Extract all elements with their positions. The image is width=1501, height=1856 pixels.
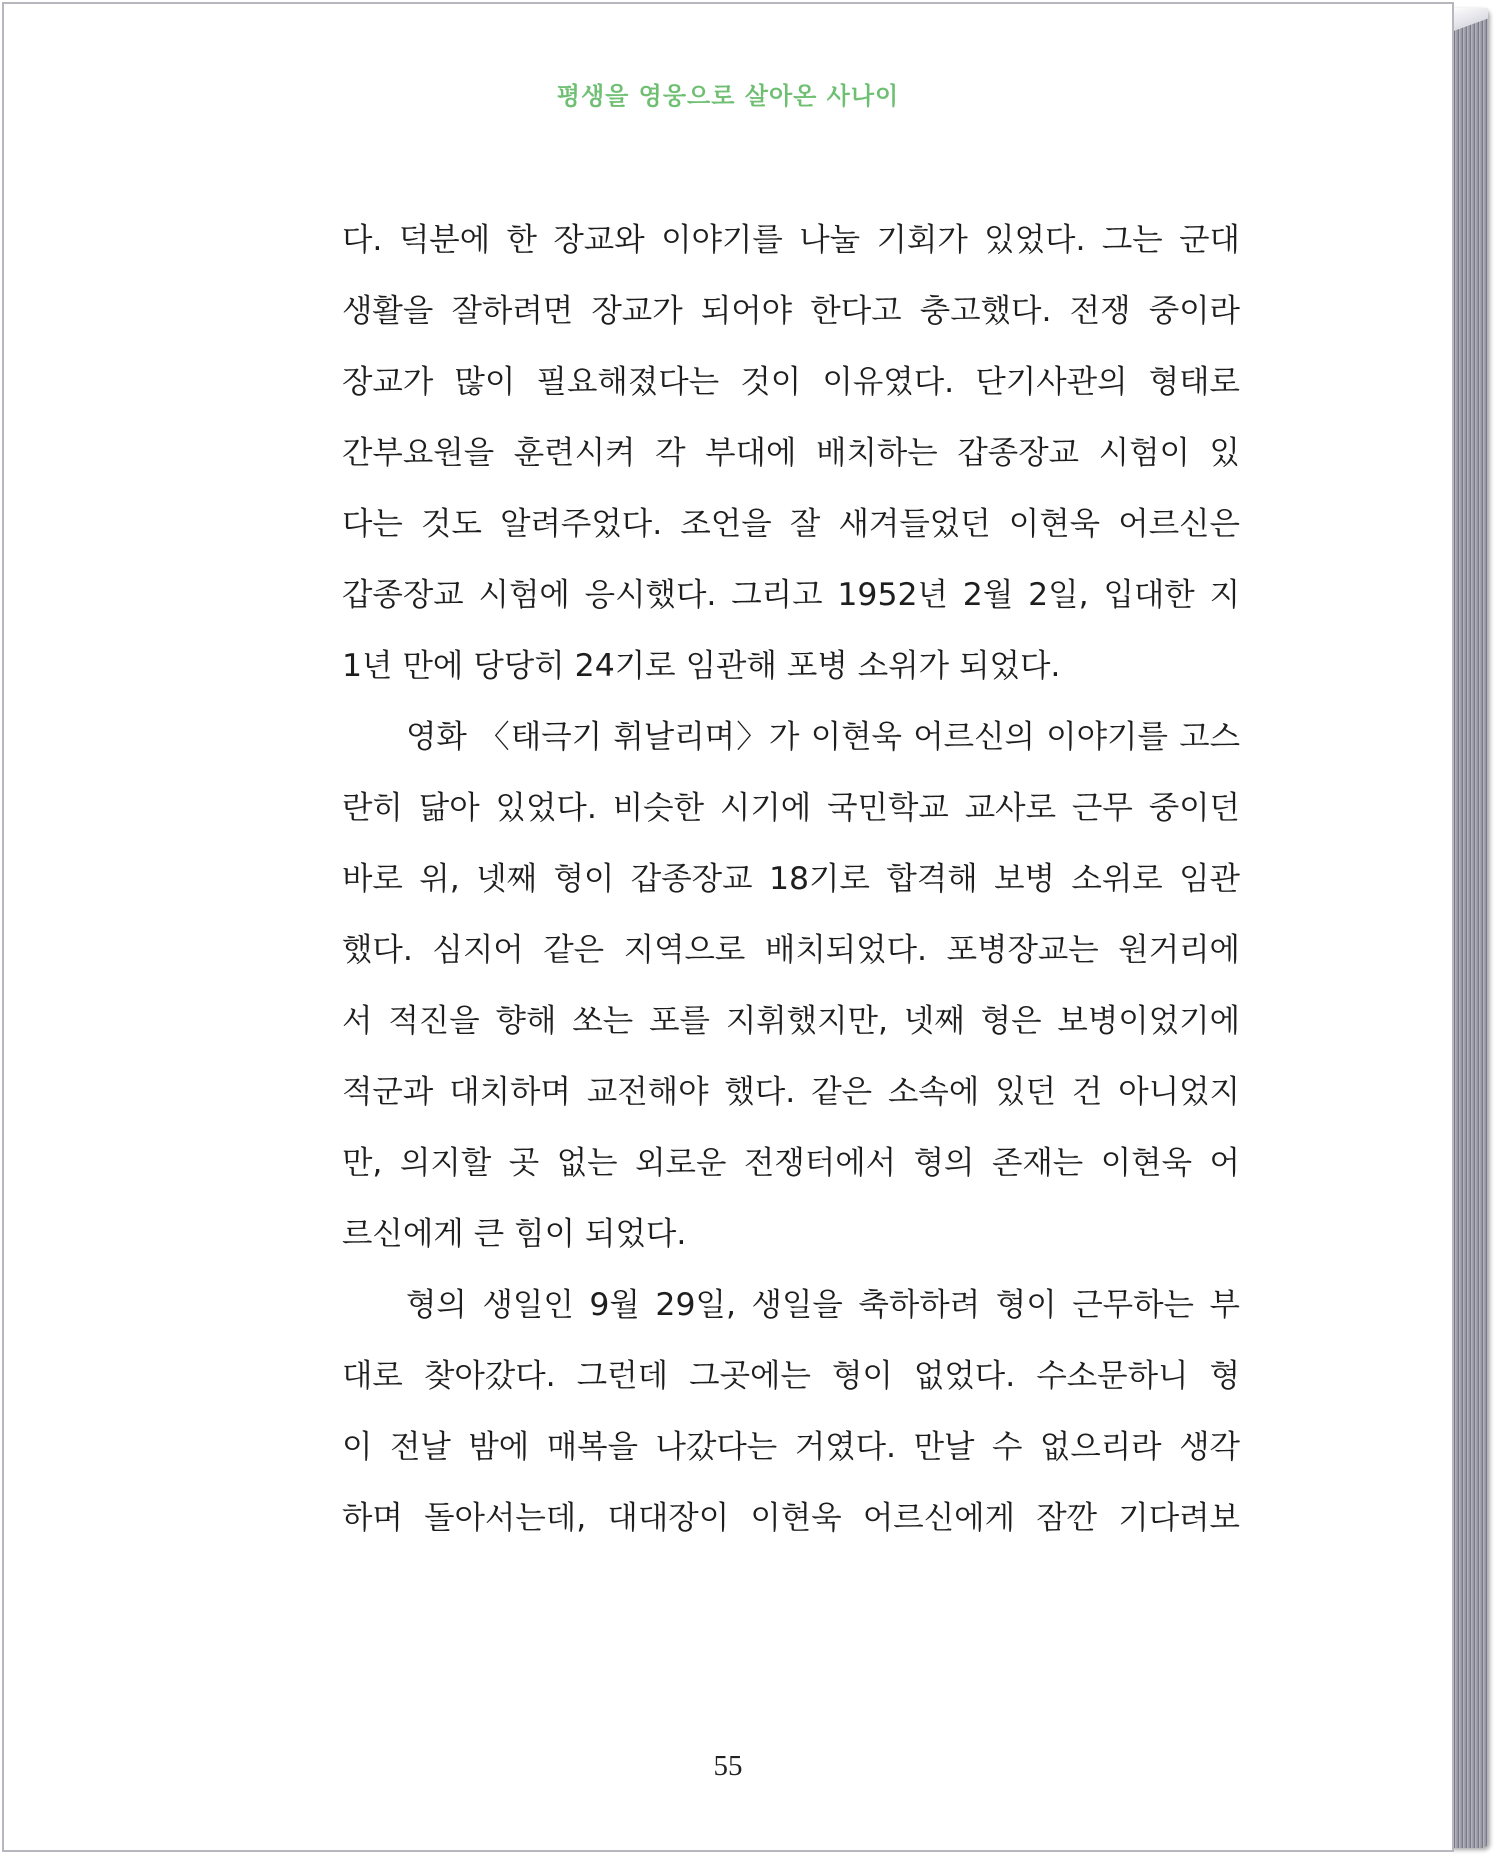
text-line: 르신에게 큰 힘이 되었다. bbox=[342, 1216, 687, 1252]
text-line: 장교가 많이 필요해졌다는 것이 이유였다. 단기사관의 형태로 bbox=[342, 364, 1240, 400]
text-line: 했다. 심지어 같은 지역으로 배치되었다. 포병장교는 원거리에 bbox=[342, 932, 1240, 968]
text-line: 다. 덕분에 한 장교와 이야기를 나눌 기회가 있었다. 그는 군대 bbox=[342, 222, 1240, 258]
text-line: 적군과 대치하며 교전해야 했다. 같은 소속에 있던 건 아니었지 bbox=[342, 1074, 1240, 1110]
text-line: 갑종장교 시험에 응시했다. 그리고 1952년 2월 2일, 입대한 지 bbox=[342, 577, 1240, 613]
text-line: 영화 〈태극기 휘날리며〉가 이현욱 어르신의 이야기를 고스 bbox=[406, 719, 1240, 755]
text-line: 하며 돌아서는데, 대대장이 이현욱 어르신에게 잠깐 기다려보 bbox=[342, 1500, 1240, 1536]
body-text bbox=[342, 212, 1240, 1561]
page bbox=[2, 2, 1454, 1852]
text-line: 서 적진을 향해 쏘는 포를 지휘했지만, 넷째 형은 보병이었기에 bbox=[342, 1003, 1240, 1039]
text-line: 란히 닮아 있었다. 비슷한 시기에 국민학교 교사로 근무 중이던 bbox=[342, 790, 1240, 826]
text-line: 대로 찾아갔다. 그런데 그곳에는 형이 없었다. 수소문하니 형 bbox=[342, 1358, 1240, 1394]
page-number: 55 bbox=[713, 1750, 743, 1782]
text-line: 바로 위, 넷째 형이 갑종장교 18기로 합격해 보병 소위로 임관 bbox=[342, 861, 1240, 897]
text-line: 다는 것도 알려주었다. 조언을 잘 새겨들었던 이현욱 어르신은 bbox=[342, 506, 1240, 542]
text-line: 이 전날 밤에 매복을 나갔다는 거였다. 만날 수 없으리라 생각 bbox=[342, 1429, 1240, 1465]
text-line: 1년 만에 당당히 24기로 임관해 포병 소위가 되었다. bbox=[342, 648, 1061, 684]
text-line: 생활을 잘하려면 장교가 되어야 한다고 충고했다. 전쟁 중이라 bbox=[342, 293, 1240, 329]
running-header: 평생을 영웅으로 살아온 사나이 bbox=[556, 82, 900, 110]
text-line: 간부요원을 훈련시켜 각 부대에 배치하는 갑종장교 시험이 있 bbox=[342, 435, 1240, 471]
page-edge-stack bbox=[1450, 8, 1488, 1848]
text-line: 형의 생일인 9월 29일, 생일을 축하하려 형이 근무하는 부 bbox=[406, 1287, 1240, 1323]
text-line: 만, 의지할 곳 없는 외로운 전쟁터에서 형의 존재는 이현욱 어 bbox=[342, 1145, 1240, 1181]
